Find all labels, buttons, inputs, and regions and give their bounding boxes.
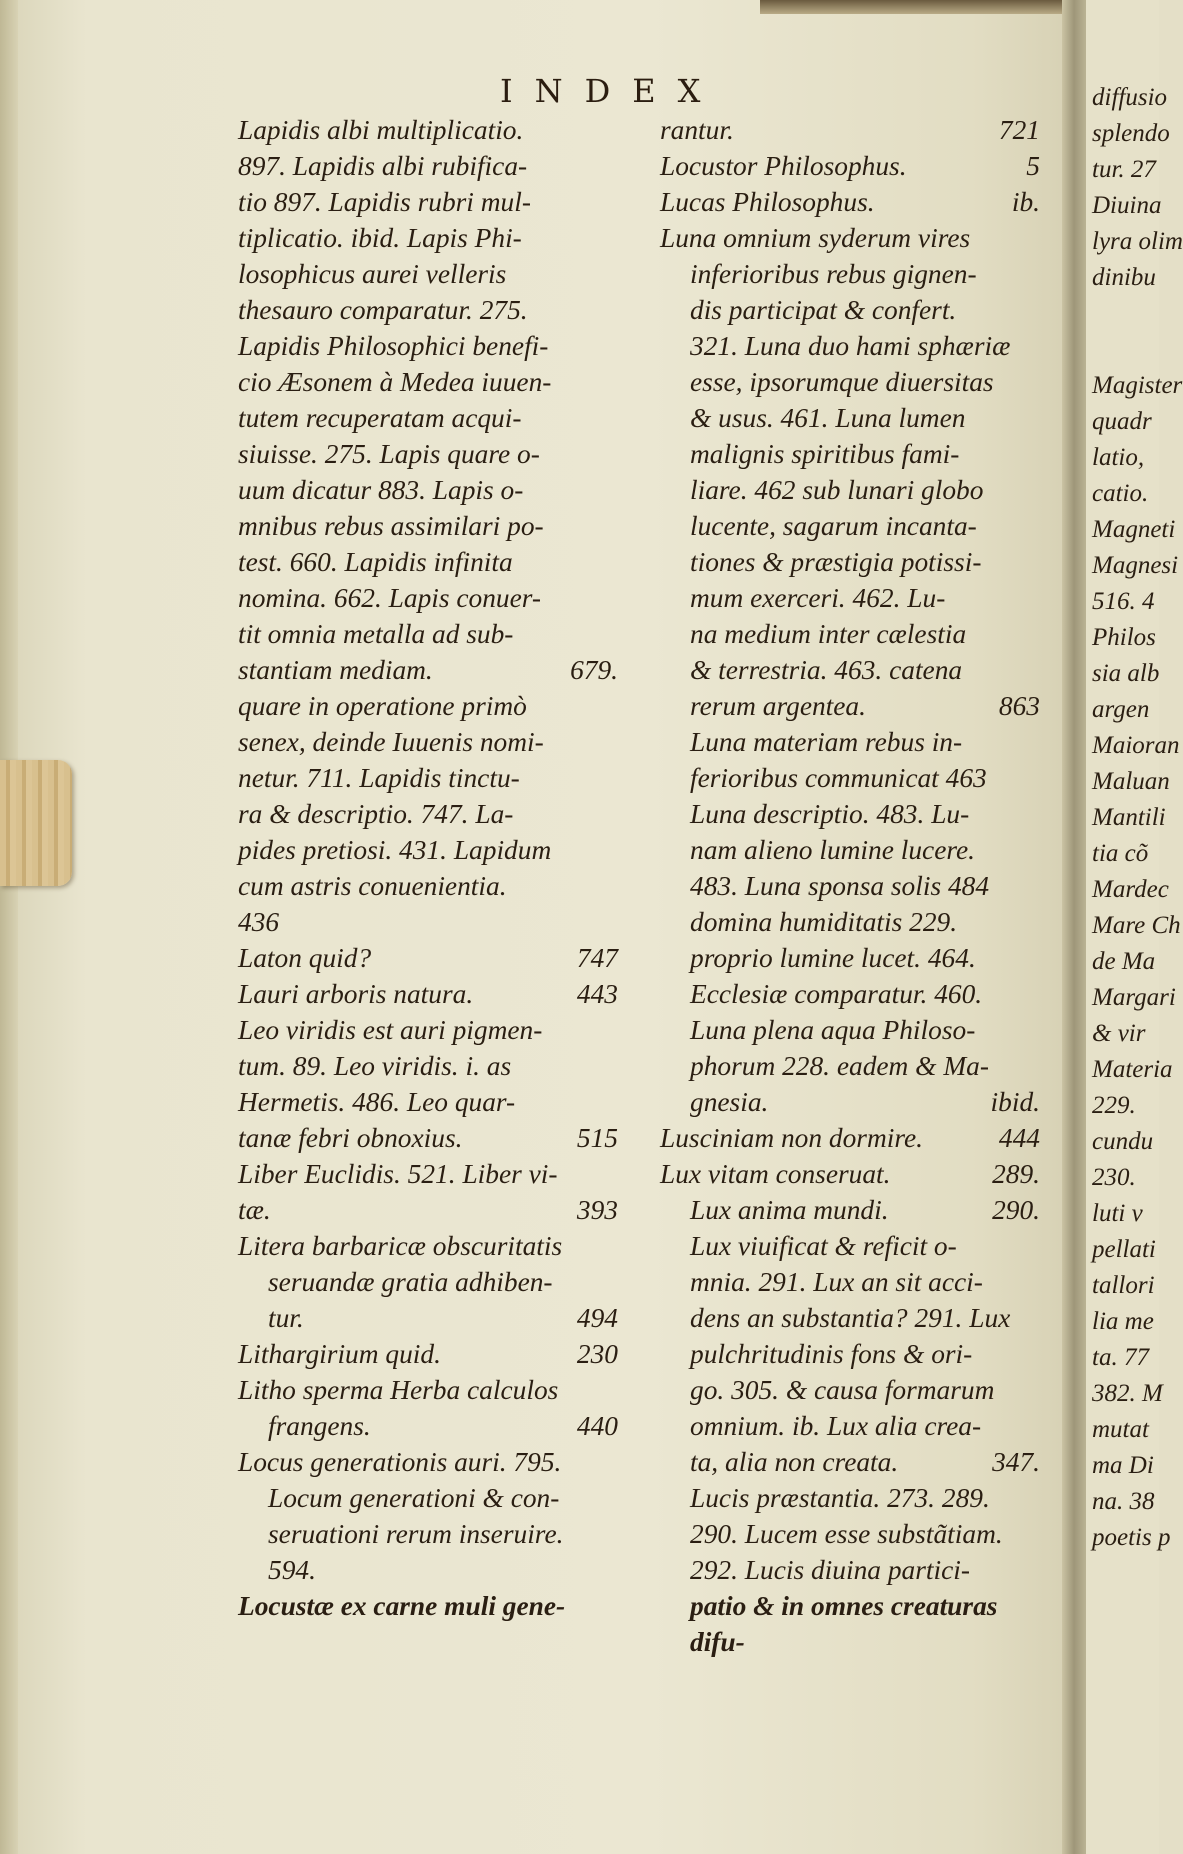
next-page-fragment: diffusio (1092, 84, 1168, 111)
index-entry-line (660, 1228, 1040, 1264)
bookmark-tab (0, 760, 72, 886)
index-entry-line (660, 1624, 1040, 1660)
index-entry-line (660, 652, 1040, 688)
entry-text: na medium inter cælestia (690, 619, 967, 649)
page-number: 440 (576, 1411, 618, 1441)
entry-text: proprio lumine lucet. 464. (690, 943, 976, 973)
index-entry-line (660, 436, 1040, 472)
index-entry-line (660, 1480, 1040, 1516)
entry-text: pides pretiosi. 431. Lapidum (238, 835, 552, 865)
entry-text: Lapidis albi multiplicatio. (238, 115, 524, 145)
index-entry-line (660, 832, 1040, 868)
next-page-fragment: Diuina (1092, 192, 1162, 219)
next-page-fragment: argen (1092, 696, 1150, 723)
index-entry-line (660, 256, 1040, 292)
entry-text: mnia. 291. Lux an sit acci- (690, 1267, 983, 1297)
entry-text: tiones & præstigia potissi- (690, 547, 982, 577)
entry-text: Luna materiam rebus in- (690, 727, 963, 757)
index-entry-line (660, 364, 1040, 400)
entry-text: tanæ febri obnoxius. (238, 1123, 463, 1153)
entry-text: domina humiditatis 229. (690, 907, 958, 937)
next-page-fragment: mutat (1092, 1416, 1149, 1443)
index-entry-line (660, 1084, 1040, 1120)
next-page-fragment: pellati (1092, 1236, 1156, 1263)
entry-text: Luna descriptio. 483. Lu- (690, 799, 970, 829)
entry-text: Locus generationis auri. 795. (238, 1447, 562, 1477)
index-entry-line (660, 580, 1040, 616)
next-page-fragment: 382. M (1092, 1380, 1163, 1407)
next-page-fragment: Mardec (1092, 876, 1169, 903)
next-page-fragment: cundu (1092, 1128, 1154, 1155)
entry-text: thesauro comparatur. 275. (238, 295, 528, 325)
index-entry-line (238, 400, 618, 436)
next-page-fragment: quadr (1092, 408, 1152, 435)
next-page-fragment (1092, 332, 1172, 368)
page-number: 494 (576, 1303, 618, 1333)
next-page-fragment: latio, (1092, 444, 1145, 471)
entry-text: phorum 228. eadem & Ma- (690, 1051, 989, 1081)
next-page-fragment: poetis p (1092, 1524, 1171, 1551)
entry-text: cio Æsonem à Medea iuuen- (238, 367, 552, 397)
entry-text: test. 660. Lapidis infinita (238, 547, 513, 577)
entry-text: Laton quid? (238, 943, 372, 973)
index-entry-line (238, 832, 618, 868)
index-entry-line (238, 328, 618, 364)
index-column-right (660, 112, 1040, 1660)
page-number: 863 (998, 691, 1040, 721)
entry-text: mum exerceri. 462. Lu- (690, 583, 946, 613)
entry-text: malignis spiritibus fami- (690, 439, 960, 469)
index-entry-line (660, 292, 1040, 328)
index-entry-line (238, 580, 618, 616)
next-page-fragment: splendo (1092, 120, 1170, 147)
index-entry-line (660, 1336, 1040, 1372)
entry-text: Lithargirium quid. (238, 1339, 441, 1369)
entry-text: Lucas Philosophus. (660, 187, 875, 217)
index-entry-line (660, 1048, 1040, 1084)
next-page-fragment: Materia (1092, 1056, 1173, 1083)
entry-text: 897. Lapidis albi rubifica- (238, 151, 528, 181)
entry-text: & terrestria. 463. catena (690, 655, 963, 685)
index-entry-line (660, 544, 1040, 580)
index-entry-line (660, 940, 1040, 976)
index-entry-line (238, 1336, 618, 1372)
entry-text: 292. Lucis diuina partici- (690, 1555, 970, 1585)
entry-text: losophicus aurei velleris (238, 259, 507, 289)
index-entry-line (238, 1588, 618, 1624)
next-page-fragment: tur. 27 (1092, 156, 1156, 183)
index-entry-line (660, 1012, 1040, 1048)
entry-text: stantiam mediam. (238, 655, 433, 685)
entry-text: inferioribus rebus gignen- (690, 259, 977, 289)
page-number: 393 (576, 1195, 618, 1225)
entry-text: tum. 89. Leo viridis. i. as (238, 1051, 512, 1081)
index-entry-line (660, 1192, 1040, 1228)
index-entry-line (660, 148, 1040, 184)
entry-text: gnesia. (690, 1087, 769, 1117)
index-entry-line (660, 328, 1040, 364)
entry-text: cum astris conuenientia. (238, 871, 507, 901)
next-page-fragment: ma Di (1092, 1452, 1154, 1479)
index-entry-line (660, 1120, 1040, 1156)
index-entry-line (660, 472, 1040, 508)
index-entry-line (238, 688, 618, 724)
index-entry-line (238, 184, 618, 220)
entry-text: nomina. 662. Lapis conuer- (238, 583, 542, 613)
next-page-fragment: 229. (1092, 1092, 1136, 1119)
index-entry-line (238, 1372, 618, 1408)
index-entry-line (238, 1300, 618, 1336)
next-page-fragment: 516. 4 (1092, 588, 1155, 615)
entry-text: Luna plena aqua Philoso- (690, 1015, 976, 1045)
page-header: INDEX (500, 72, 723, 110)
index-entry-line (238, 724, 618, 760)
page-number: 443 (576, 979, 618, 1009)
index-entry-line (660, 616, 1040, 652)
index-entry-line (660, 904, 1040, 940)
index-entry-line (660, 1516, 1040, 1552)
page-number: ibid. (990, 1087, 1040, 1117)
index-entry-line (238, 1192, 618, 1228)
top-binding-edge (760, 0, 1090, 14)
index-entry-line (660, 1408, 1040, 1444)
index-entry-line (660, 184, 1040, 220)
index-entry-line (238, 256, 618, 292)
index-entry-line (660, 796, 1040, 832)
page-number: 289. (992, 1159, 1040, 1189)
entry-text: tio 897. Lapidis rubri mul- (238, 187, 531, 217)
index-entry-line (238, 868, 618, 904)
index-entry-line (238, 1480, 618, 1516)
index-entry-line (238, 760, 618, 796)
next-page-fragment: na. 38 (1092, 1488, 1155, 1515)
index-entry-line (238, 1408, 618, 1444)
entry-text: Locustæ ex carne muli gene- (238, 1591, 566, 1621)
next-page-fragments (1092, 80, 1183, 1556)
index-entry-line (660, 220, 1040, 256)
next-page-fragment: dinibu (1092, 264, 1156, 291)
entry-text: go. 305. & causa formarum (690, 1375, 995, 1405)
entry-text: ra & descriptio. 747. La- (238, 799, 514, 829)
index-column-left (238, 112, 618, 1624)
next-page-fragment: Mantili (1092, 804, 1166, 831)
index-entry-line (238, 148, 618, 184)
entry-text: Locum generationi & con- (268, 1483, 560, 1513)
index-entry-line (238, 940, 618, 976)
next-page-fragment: Magnesi (1092, 552, 1179, 579)
next-page-fragment: tia cõ (1092, 840, 1149, 867)
index-entry-line (660, 1444, 1040, 1480)
entry-text: 321. Luna duo hami sphæriæ (690, 331, 1011, 361)
entry-text: Lapidis Philosophici benefi- (238, 331, 549, 361)
index-entry-line (660, 976, 1040, 1012)
entry-text: ferioribus communicat 463 (690, 763, 987, 793)
entry-text: senex, deinde Iuuenis nomi- (238, 727, 544, 757)
entry-text: difu- (690, 1627, 745, 1657)
next-page-fragment: catio. (1092, 480, 1149, 507)
page-number: 679. (570, 655, 618, 685)
entry-text: Liber Euclidis. 521. Liber vi- (238, 1159, 558, 1189)
index-entry-line (238, 1048, 618, 1084)
page-number: 747 (576, 943, 618, 973)
entry-text: tutem recuperatam acqui- (238, 403, 522, 433)
entry-text: dens an substantia? 291. Lux (690, 1303, 1011, 1333)
entry-text: patio & in omnes creaturas (690, 1591, 998, 1621)
next-page (1086, 0, 1183, 1854)
index-entry-line (238, 1084, 618, 1120)
index-entry-line (238, 1444, 618, 1480)
index-entry-line (660, 1156, 1040, 1192)
index-entry-line (238, 976, 618, 1012)
next-page-fragment: lia me (1092, 1308, 1154, 1335)
index-entry-line (238, 220, 618, 256)
entry-text: Litho sperma Herba calculos (238, 1375, 559, 1405)
entry-text: omnium. ib. Lux alia crea- (690, 1411, 982, 1441)
entry-text: 436 (238, 907, 280, 937)
index-entry-line (238, 904, 618, 940)
index-entry-line (238, 616, 618, 652)
next-page-fragment: Maioran (1092, 732, 1180, 759)
page-number: 347. (992, 1447, 1040, 1477)
page-number: 515 (576, 1123, 618, 1153)
page-number: 444 (998, 1123, 1040, 1153)
entry-text: Lusciniam non dormire. (660, 1123, 924, 1153)
entry-text: 594. (268, 1555, 316, 1585)
entry-text: frangens. (268, 1411, 371, 1441)
entry-text: liare. 462 sub lunari globo (690, 475, 984, 505)
entry-text: Lux anima mundi. (690, 1195, 889, 1225)
index-entry-line (660, 1300, 1040, 1336)
index-entry-line (238, 544, 618, 580)
index-entry-line (660, 1372, 1040, 1408)
entry-text: 290. Lucem esse substãtiam. (690, 1519, 1003, 1549)
entry-text: seruandæ gratia adhiben- (268, 1267, 553, 1297)
entry-text: Ecclesiæ comparatur. 460. (690, 979, 983, 1009)
index-entry-line (238, 112, 618, 148)
entry-text: Litera barbaricæ obscuritatis (238, 1231, 563, 1261)
index-entry-line (660, 760, 1040, 796)
next-page-fragment: Maluan (1092, 768, 1170, 795)
index-entry-line (238, 436, 618, 472)
next-page-fragment: ta. 77 (1092, 1344, 1149, 1371)
entry-text: uum dicatur 883. Lapis o- (238, 475, 524, 505)
entry-text: quare in operatione primò (238, 691, 527, 721)
entry-text: Leo viridis est auri pigmen- (238, 1015, 543, 1045)
entry-text: siuisse. 275. Lapis quare o- (238, 439, 540, 469)
entry-text: mnibus rebus assimilari po- (238, 511, 544, 541)
index-entry-line (660, 1552, 1040, 1588)
index-entry-line (660, 1588, 1040, 1624)
next-page-fragment: lyra olim (1092, 228, 1183, 255)
page-number: ib. (1011, 187, 1040, 217)
entry-text: tæ. (238, 1195, 271, 1225)
next-page-fragment: de Ma (1092, 948, 1156, 975)
entry-text: Locustor Philosophus. (660, 151, 907, 181)
index-entry-line (238, 1264, 618, 1300)
entry-text: pulchritudinis fons & ori- (690, 1339, 973, 1369)
page-number: 721 (998, 115, 1040, 145)
entry-text: Lux vitam conseruat. (660, 1159, 891, 1189)
next-page-fragment (1092, 296, 1172, 332)
entry-text: netur. 711. Lapidis tinctu- (238, 763, 520, 793)
entry-text: dis participat & confert. (690, 295, 957, 325)
index-entry-line (660, 724, 1040, 760)
entry-text: Hermetis. 486. Leo quar- (238, 1087, 516, 1117)
entry-text: Lauri arboris natura. (238, 979, 474, 1009)
index-entry-line (238, 472, 618, 508)
entry-text: rerum argentea. (690, 691, 866, 721)
index-entry-line (238, 508, 618, 544)
index-entry-line (238, 1516, 618, 1552)
page-edge (0, 0, 18, 1854)
entry-text: rantur. (660, 115, 734, 145)
entry-text: esse, ipsorumque diuersitas (690, 367, 994, 397)
index-entry-line (660, 400, 1040, 436)
index-entry-line (238, 1228, 618, 1264)
next-page-fragment: sia alb (1092, 660, 1160, 687)
next-page-fragment: luti v (1092, 1200, 1143, 1227)
index-entry-line (660, 1264, 1040, 1300)
next-page-fragment: & vir (1092, 1020, 1146, 1047)
entry-text: lucente, sagarum incanta- (690, 511, 977, 541)
next-page-fragment: tallori (1092, 1272, 1155, 1299)
next-page-fragment: Magneti (1092, 516, 1176, 543)
index-entry-line (238, 292, 618, 328)
next-page-fragment: 230. (1092, 1164, 1136, 1191)
index-entry-line (238, 652, 618, 688)
entry-text: Luna omnium syderum vires (660, 223, 971, 253)
entry-text: ta, alia non creata. (690, 1447, 899, 1477)
entry-text: & usus. 461. Luna lumen (690, 403, 966, 433)
page-number: 290. (992, 1195, 1040, 1225)
next-page-fragment: Philos (1092, 624, 1156, 651)
index-entry-line (238, 796, 618, 832)
index-entry-line (238, 1156, 618, 1192)
index-entry-line (238, 1012, 618, 1048)
entry-text: nam alieno lumine lucere. (690, 835, 975, 865)
entry-text: Lucis præstantia. 273. 289. (690, 1483, 990, 1513)
index-entry-line (238, 1120, 618, 1156)
entry-text: seruationi rerum inseruire. (268, 1519, 564, 1549)
next-page-fragment: Magister (1092, 372, 1183, 399)
entry-text: tit omnia metalla ad sub- (238, 619, 514, 649)
index-entry-line (660, 112, 1040, 148)
index-entry-line (660, 688, 1040, 724)
entry-text: tiplicatio. ibid. Lapis Phi- (238, 223, 522, 253)
index-entry-line (660, 868, 1040, 904)
index-entry-line (660, 508, 1040, 544)
entry-text: tur. (268, 1303, 304, 1333)
next-page-fragment: Mare Ch (1092, 912, 1181, 939)
index-entry-line (238, 364, 618, 400)
next-page-fragment: Margari (1092, 984, 1176, 1011)
index-entry-line (238, 1552, 618, 1588)
page-number: 230 (576, 1339, 618, 1369)
entry-text: Lux viuificat & reficit o- (690, 1231, 957, 1261)
entry-text: 483. Luna sponsa solis 484 (690, 871, 990, 901)
page-number: 5 (1026, 151, 1040, 181)
